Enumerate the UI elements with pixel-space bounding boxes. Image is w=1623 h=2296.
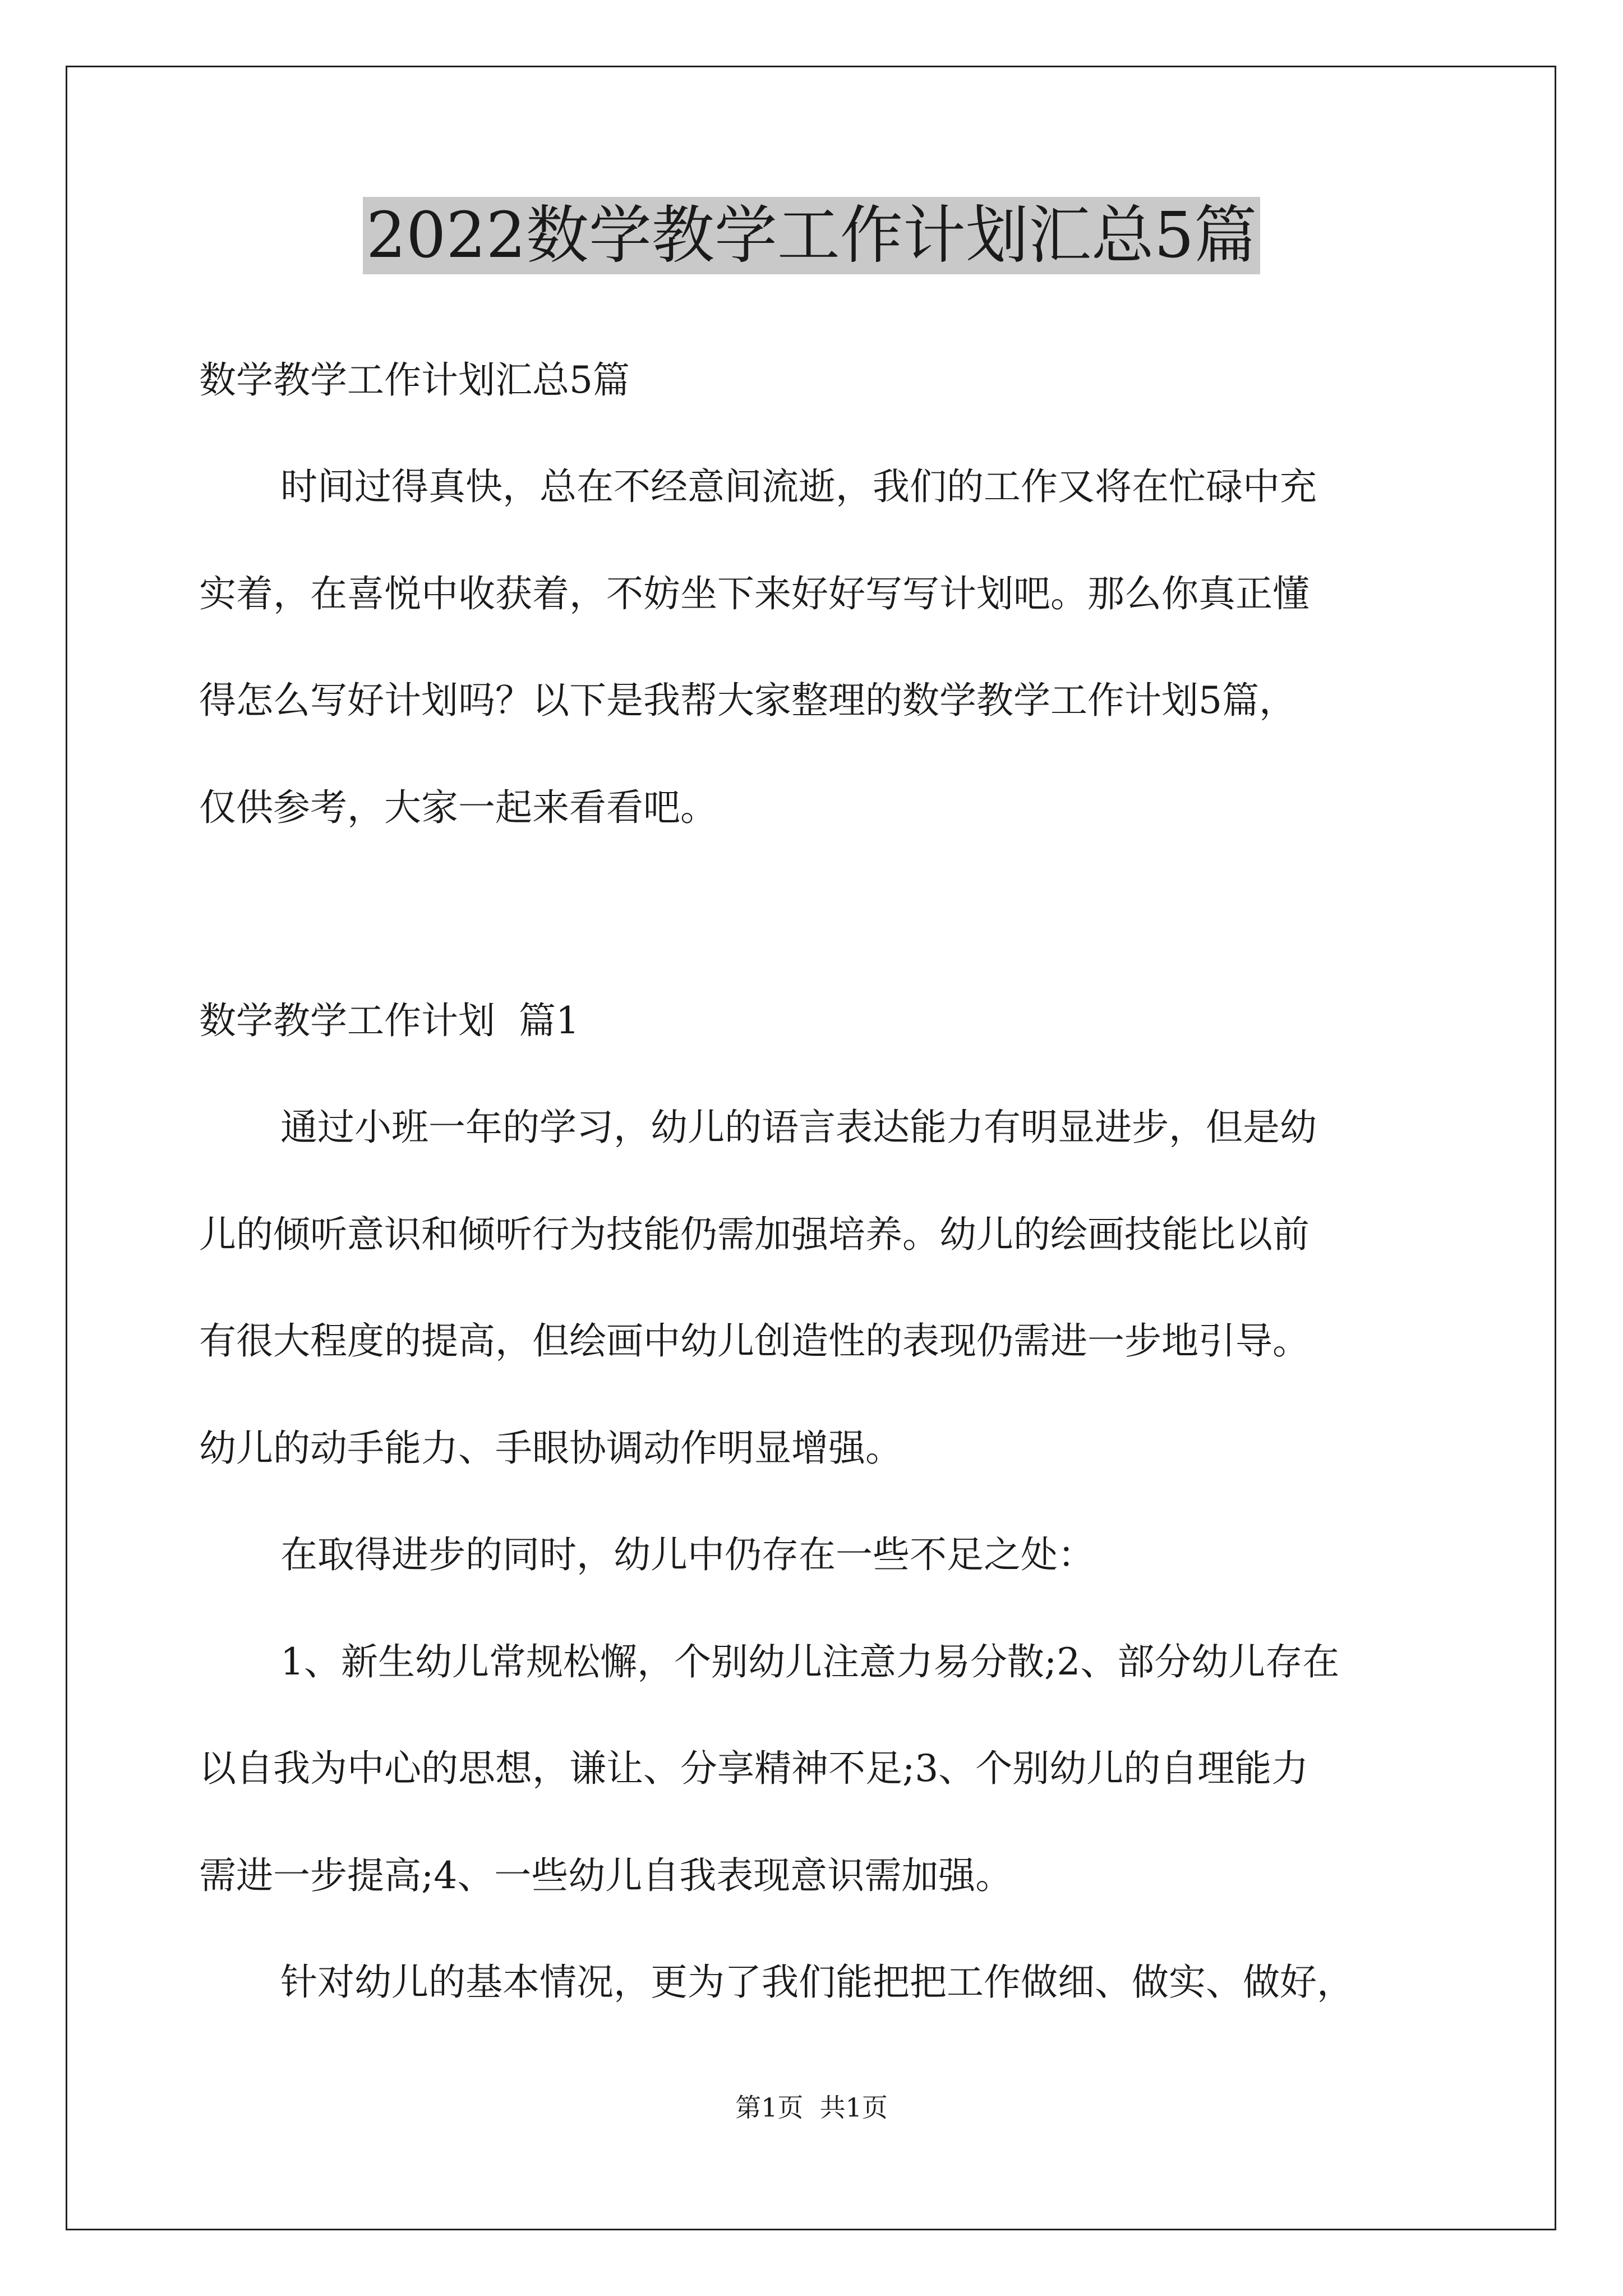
para3-line-1: 1、新生幼儿常规松懈，个别幼儿注意力易分散;2、部分幼儿存在 (280, 1640, 1340, 1683)
para3-line-2: 以自我为中心的思想，谦让、分享精神不足;3、个别幼儿的自理能力 (199, 1747, 1309, 1790)
page-footer: 第1页 共1页 (735, 2092, 888, 2123)
intro-line-2: 实着，在喜悦中收获着，不妨坐下来好好写写计划吧。那么你真正懂 (199, 572, 1310, 615)
para1-line-2: 儿的倾听意识和倾听行为技能仍需加强培养。幼儿的绘画技能比以前 (199, 1213, 1310, 1256)
document-subtitle: 数学教学工作计划汇总5篇 (199, 358, 630, 402)
para1-line-1: 通过小班一年的学习，幼儿的语言表达能力有明显进步，但是幼 (280, 1106, 1317, 1149)
intro-line-3: 得怎么写好计划吗？以下是我帮大家整理的数学教学工作计划5篇， (199, 679, 1296, 722)
para1-line-4: 幼儿的动手能力、手眼协调动作明显增强。 (199, 1427, 902, 1470)
document-title-text: 2022数学教学工作计划汇总5篇 (363, 197, 1260, 274)
intro-line-1: 时间过得真快，总在不经意间流逝，我们的工作又将在忙碌中充 (280, 465, 1317, 508)
section-heading: 数学教学工作计划 篇1 (199, 999, 579, 1042)
para1-line-3: 有很大程度的提高，但绘画中幼儿创造性的表现仍需进一步地引导。 (199, 1319, 1310, 1363)
intro-line-4: 仅供参考，大家一起来看看吧。 (199, 786, 717, 829)
para4-line-1: 针对幼儿的基本情况，更为了我们能把把工作做细、做实、做好， (280, 1961, 1354, 2004)
document-title (0, 194, 1623, 278)
para2-line-1: 在取得进步的同时，幼儿中仍存在一些不足之处： (280, 1533, 1095, 1576)
para3-line-3: 需进一步提高;4、一些幼儿自我表现意识需加强。 (199, 1854, 1013, 1897)
